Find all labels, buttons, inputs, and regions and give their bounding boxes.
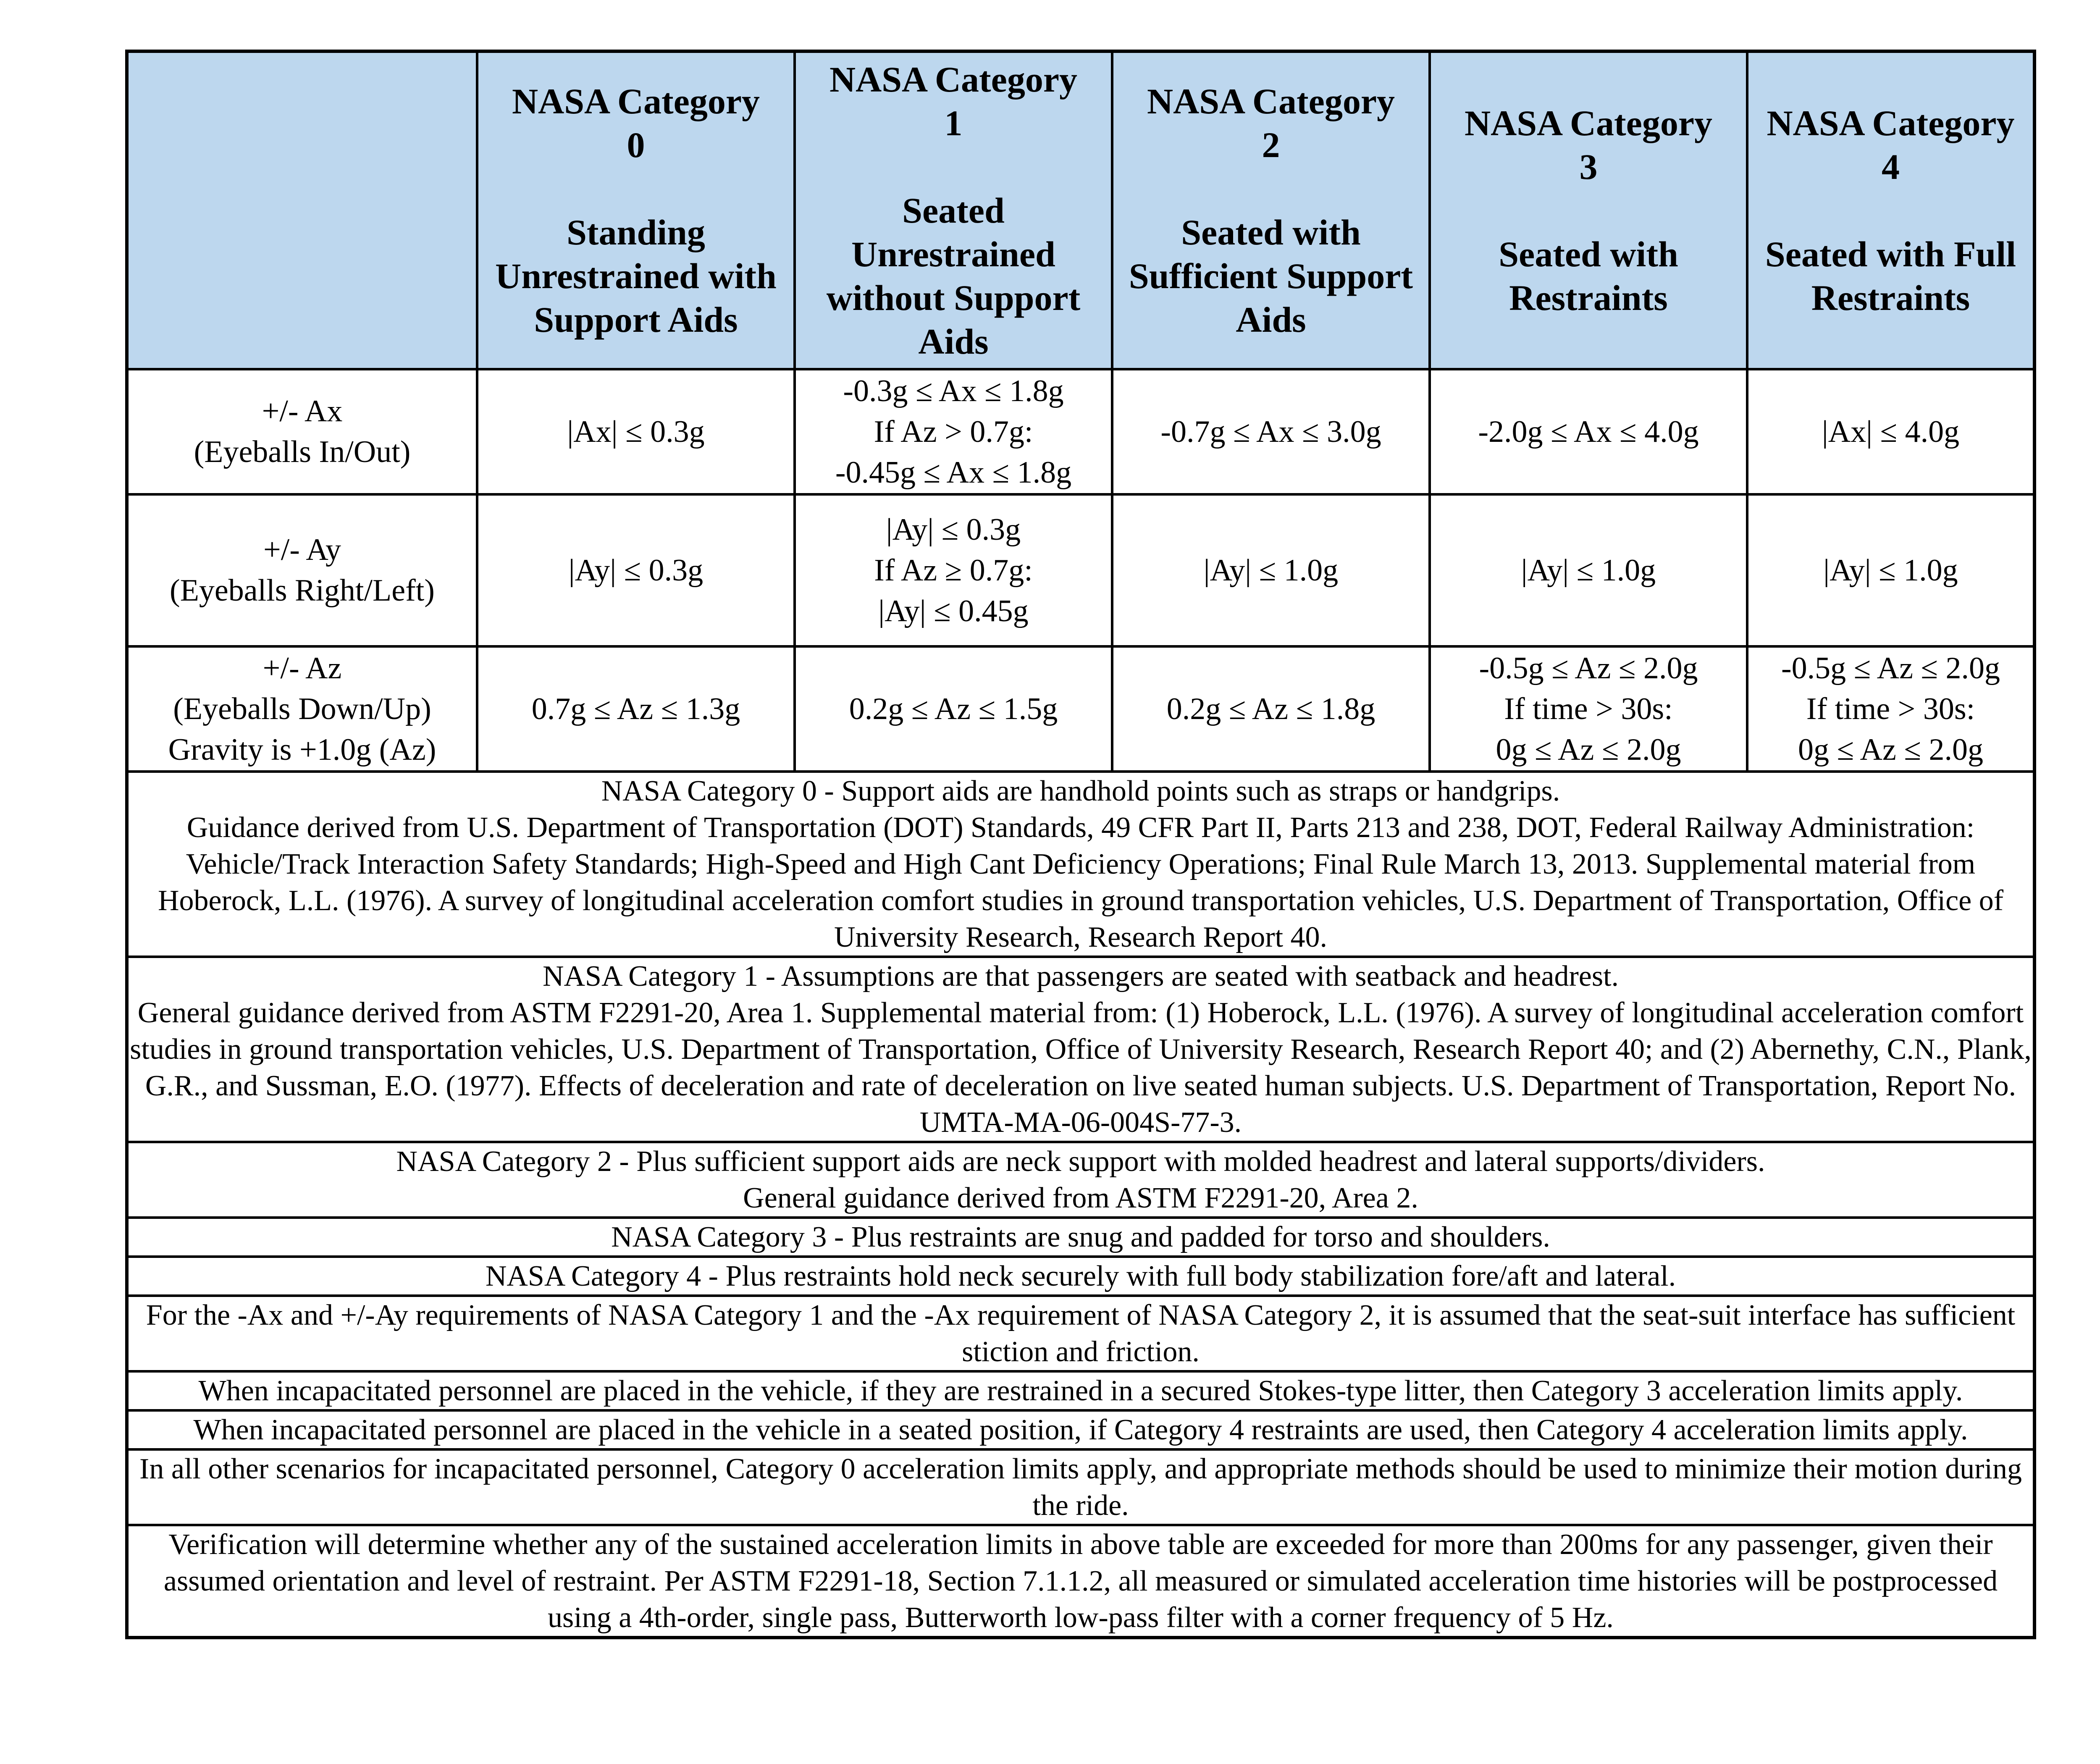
axis-label-cell [127, 369, 477, 494]
limit-cell [1112, 494, 1430, 646]
note-line: NASA Category 0 - Support aids are handhold points such as straps or handgrips. [601, 775, 1560, 807]
note-line: Guidance derived from U.S. Department of Transportation (DOT) Standards, 49 CFR Part II, Parts 213 and 238, DOT, Federal Railway Administration: Vehicle/Track Interaction Safety Standards; High-Speed and High Cant Deficiency Operations; Final Rule March 13, 2013. Supplemental material from Hoberock, L.L. (1976). A survey of longitudinal acceleration comfort studies in ground transportation vehicles, U.S. Department of Transportation, Office of University Research, Research Report 40. [158, 811, 2004, 953]
category-description: Seated with Full Restraints [1765, 234, 2016, 318]
category-description: Seated with Sufficient Support Aids [1129, 212, 1413, 340]
limit-text: |Ax| ≤ 4.0g [1822, 414, 1960, 449]
category-title: NASA Category 1 [830, 59, 1077, 143]
note-row-seated-incapacitated [127, 1410, 2034, 1449]
note-cell [127, 957, 2034, 1142]
axis-label-cell [127, 494, 477, 646]
note-row-category-2 [127, 1142, 2034, 1218]
limit-text: 0g ≤ Az ≤ 2.0g [1496, 732, 1681, 767]
acceleration-limits-table [125, 50, 2036, 1639]
limit-cell [477, 369, 795, 494]
axis-description: (Eyeballs Down/Up) [173, 691, 431, 726]
table-row-az [127, 646, 2034, 772]
note-line: When incapacitated personnel are placed in the vehicle in a seated position, if Category 4 restraints are used, then Category 4 acceleration limits apply. [193, 1414, 1968, 1446]
note-row-category-0 [127, 772, 2034, 957]
limit-cell [477, 646, 795, 772]
note-line: For the -Ax and +/-Ay requirements of NASA Category 1 and the -Ax requirement of NASA Category 2, it is assumed that the seat-suit interface has sufficient stiction and friction. [146, 1299, 2016, 1368]
note-cell [127, 1257, 2034, 1296]
limit-text: |Ay| ≤ 1.0g [1521, 553, 1656, 588]
limit-text: -0.5g ≤ Az ≤ 2.0g [1781, 651, 2000, 685]
category-title: NASA Category 4 [1767, 103, 2015, 187]
table-row-ay [127, 494, 2034, 646]
limit-text: 0.7g ≤ Az ≤ 1.3g [531, 691, 740, 726]
limit-condition: If Az ≥ 0.7g: [874, 553, 1033, 588]
category-description: Standing Unrestrained with Support Aids [495, 212, 777, 340]
limit-text: 0.2g ≤ Az ≤ 1.5g [849, 691, 1058, 726]
note-row-category-3 [127, 1218, 2034, 1257]
limit-text: -0.45g ≤ Ax ≤ 1.8g [835, 455, 1072, 490]
limit-cell [1747, 369, 2034, 494]
note-cell [127, 1525, 2034, 1638]
limit-cell [795, 369, 1112, 494]
note-cell [127, 772, 2034, 957]
note-row-category-4 [127, 1257, 2034, 1296]
category-title: NASA Category 3 [1465, 103, 1712, 187]
category-title: NASA Category 0 [512, 81, 760, 165]
note-line: NASA Category 1 - Assumptions are that passengers are seated with seatback and headrest. [542, 960, 1619, 992]
limit-cell [1747, 494, 2034, 646]
note-row-category-1 [127, 957, 2034, 1142]
limit-text: -0.7g ≤ Ax ≤ 3.0g [1160, 414, 1381, 449]
note-cell [127, 1410, 2034, 1449]
note-line: In all other scenarios for incapacitated personnel, Category 0 acceleration limits apply, and appropriate methods should be used to minimize their motion during the ride. [139, 1453, 2022, 1522]
note-cell [127, 1142, 2034, 1218]
limit-text: |Ay| ≤ 0.3g [568, 553, 704, 588]
table-row-ax [127, 369, 2034, 494]
header-row [127, 51, 2034, 369]
limit-text: |Ay| ≤ 1.0g [1823, 553, 1958, 588]
category-title: NASA Category 2 [1147, 81, 1395, 165]
header-cell-category-2 [1112, 51, 1430, 369]
limit-cell [1747, 646, 2034, 772]
note-row-litter [127, 1371, 2034, 1410]
limit-text: |Ax| ≤ 0.3g [567, 414, 705, 449]
limit-text: -0.3g ≤ Ax ≤ 1.8g [843, 373, 1064, 408]
limit-text: |Ay| ≤ 1.0g [1203, 553, 1339, 588]
limit-condition: If time > 30s: [1504, 691, 1673, 726]
note-line: NASA Category 3 - Plus restraints are snug and padded for torso and shoulders. [611, 1221, 1550, 1253]
note-line: NASA Category 4 - Plus restraints hold neck securely with full body stabilization fore/aft and lateral. [485, 1260, 1676, 1292]
axis-note: Gravity is +1.0g (Az) [168, 732, 436, 767]
header-cell-category-4 [1747, 51, 2034, 369]
limit-text: 0.2g ≤ Az ≤ 1.8g [1166, 691, 1376, 726]
limit-condition: If time > 30s: [1806, 691, 1975, 726]
note-row-verification [127, 1525, 2034, 1638]
limit-cell [1430, 646, 1747, 772]
axis-name: +/- Ay [263, 533, 341, 567]
header-cell-category-3 [1430, 51, 1747, 369]
note-line: General guidance derived from ASTM F2291-20, Area 1. Supplemental material from: (1) Hoberock, L.L. (1976). A survey of longitudinal acceleration comfort studies in ground transportation vehicles, U.S. Department of Transportation, Office of University Research, Research Report 40; and (2) Abernethy, C.N., Plank, G.R., and Sussman, E.O. (1977). Effects of deceleration and rate of deceleration on live seated human subjects. U.S. Department of Transportation, Report No. UMTA-MA-06-004S-77-3. [130, 997, 2032, 1139]
category-description: Seated with Restraints [1499, 234, 1678, 318]
header-corner-cell [127, 51, 477, 369]
axis-name: +/- Ax [262, 394, 343, 428]
limit-text: |Ay| ≤ 0.45g [878, 593, 1029, 628]
limit-cell [1430, 369, 1747, 494]
note-line: When incapacitated personnel are placed in the vehicle, if they are restrained in a secured Stokes-type litter, then Category 3 acceleration limits apply. [198, 1375, 1963, 1407]
note-line: General guidance derived from ASTM F2291-20, Area 2. [743, 1182, 1418, 1214]
axis-label-cell [127, 646, 477, 772]
limit-cell [795, 494, 1112, 646]
limit-text: -0.5g ≤ Az ≤ 2.0g [1479, 651, 1698, 685]
acceleration-limits-document [125, 50, 2033, 1639]
limit-text: 0g ≤ Az ≤ 2.0g [1798, 732, 1983, 767]
limit-text: |Ay| ≤ 0.3g [886, 512, 1021, 547]
header-cell-category-1 [795, 51, 1112, 369]
note-row-other-scenarios [127, 1449, 2034, 1525]
note-cell [127, 1371, 2034, 1410]
note-line: NASA Category 2 - Plus sufficient support aids are neck support with molded headrest and lateral supports/dividers. [396, 1145, 1765, 1178]
header-cell-category-0 [477, 51, 795, 369]
category-description: Seated Unrestrained without Support Aids [826, 190, 1081, 362]
note-cell [127, 1296, 2034, 1371]
note-cell [127, 1218, 2034, 1257]
axis-name: +/- Az [262, 651, 342, 685]
limit-condition: If Az > 0.7g: [874, 414, 1033, 449]
axis-description: (Eyeballs In/Out) [194, 435, 411, 469]
axis-description: (Eyeballs Right/Left) [170, 573, 435, 608]
note-line: Verification will determine whether any of the sustained acceleration limits in above table are exceeded for more than 200ms for any passenger, given their assumed orientation and level of restraint. Per ASTM F2291-18, Section 7.1.1.2, all measured or simulated acceleration time histories will be postprocessed using a 4th-order, single pass, Butterworth low-pass filter with a corner frequency of 5 Hz. [163, 1528, 1998, 1634]
limit-cell [1112, 369, 1430, 494]
limit-cell [477, 494, 795, 646]
limit-text: -2.0g ≤ Ax ≤ 4.0g [1478, 414, 1699, 449]
limit-cell [1430, 494, 1747, 646]
note-row-seat-suit [127, 1296, 2034, 1371]
limit-cell [795, 646, 1112, 772]
note-cell [127, 1449, 2034, 1525]
limit-cell [1112, 646, 1430, 772]
